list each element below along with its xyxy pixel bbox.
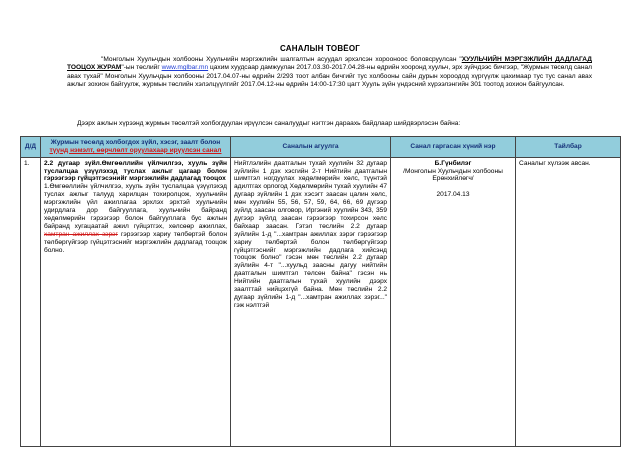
intro-text-mid: "-ын төслийг <box>121 64 162 72</box>
row-number: 1. <box>21 157 41 446</box>
table-header-row <box>21 137 621 158</box>
proposal-table <box>20 136 621 447</box>
table-row <box>21 157 621 446</box>
submitter-name: Б.Гүнбилэг <box>434 159 472 167</box>
header-clause-red: түүнд нэмэлт, өөрчлөлт оруулахаар ирүүлсэн санал <box>49 146 222 154</box>
submitter-date: 2017.04.13 <box>436 191 470 199</box>
clause-title: 2.2 дугаар зүйл.Өмгөөллийн үйлчилгээ, хууль зүйн туслалцаа үзүүлэхэд туслах ажлыг цагаар болон гэрээгээр гүйцэтгэсэнийг мэргэжлийн дадлагад тооцох <box>44 159 227 183</box>
header-submitter: Санал гаргасан хүний нэр <box>391 137 516 158</box>
website-link[interactable]: www.mglbar.mn <box>161 64 209 72</box>
intro-text-before: "Монголын Хуульчдын холбооны Хуульчийн мэргэжлийн шалгалтын асуудал эрхэлсэн хорооноос боловсруулсан " <box>101 56 462 63</box>
row-note: Саналыг хүлээж авсан. <box>516 157 621 446</box>
header-content: Саналын агуулга <box>231 137 391 158</box>
row-content: Нийтлэлийн даатгалын тухай хуулийн 32 дугаар зүйлийн 1 дэх хэсгийн 2-т Нийтийн даатгалын шимтгэл ногдуулах хөдөлмөрийн хөлс, түүнтэй адилтгах орлогод Хөдөлмөрийн тухай хуулийн 47 дугаар зүйлийн 1 дэх хэсэгт заасан цалин хөлс, мөн хуулийн 55, 56, 57, 59, 64, 66, 69 дүгээр зүйлд заасан олговор, Иргэний хуулийн 343, 359 дүгээр зүйлд заасан гэрээгээр тохирсон хөлс байхаар заасан. Гэтэл төслийн 2.2 дугаар зүйлийн 1-д "...хамтран ажиллах зэрэг гэрээгээр хариу төлбөртэй болон төлбөргүйгээр гүйцэтгэснийг мэргэжлийн дадлага хийсэнд тооцож болно" гэсэн мөн төслийн 2.2 дугаар зүйлийн 4-т "...хуульд заасны дагуу нийтийн даатгалын шимтгэл төлсөн байна" гэсэн нь Нийтийн даатгалын тухай хуулийн дээрх заалттай нийцэхгүй байна. Мөн төслийн 2.2 дугаар зүйлийн 1-д "...хамтран ажиллах зэрэг..." гэж нэлтгэй <box>231 157 391 446</box>
regulation-name: ХУУЛЬЧИЙН МЭРГЭЖЛИЙН ДАДЛАГАД ТООЦОХ ЖУРАМ <box>67 56 592 72</box>
header-clause: Журмын төсөлд холбогдох зүйл, хэсэг, заалт болон түүнд нэмэлт, өөрчлөлт оруулахаар ирүүлсэн санал <box>41 137 231 158</box>
document-title: САНАЛЫН ТОВЁОГ <box>279 44 361 53</box>
header-note: Тайлбар <box>516 137 621 158</box>
clause-body: 1.Өмгөөллийн үйлчилгээ, хууль зүйн туслалцаа үзүүлэхэд туслах ажлыг талууд харилцан тохиролцож, хуульчийн мэргэжлийн үйл ажиллагаа эрхлэх эрхтэй хуульчийн удирдлага дор байгууллага, хуульчийн байранд хөдөлмөрийн гэрээгээр болон байгууллага бус ажлын байранд хугацаатай ажил гүйцэтгэх, хөлсөөр ажиллах, хамтран ажиллах зэрэг гэрээгээр хариу төлбөртэй болон төлбөргүйгээр гүйцэтгэснийг мэргэжлийн дадлагад тооцож болно. <box>44 183 227 254</box>
table-lead-text: Дээрх ажлын хүрээнд журмын төсөлтэй холбогдуулан ирүүлсэн саналуудыг нэгтгэн дараахь байдлаар шийдвэрлэсэн байна: <box>77 120 461 127</box>
row-submitter <box>391 157 516 446</box>
intro-paragraph <box>67 56 592 89</box>
intro-text-after: цахим хуудсаар дамжуулан 2017.03.30-2017.04.28-ны өдрийн хооронд хуульч, эрх зүйчдээс бичгээр, "Журмын төсөлд санал авах тухай" Монголын Хуульчдын холбооны 2017.04.07-ны өдрийн 2/293 тоот албан бичгийг тус холбооны сайн дурын хороодод хүргүүлж цахимаар тус тус санал авах ажлыг зохион байгуулж, журмын төслийн хэлэлцүүлгийг 2017.04.12-ны өдрийн 14:00-17:30 цагт Хууль зүйн үндэсний хүрээлэнгийн 301 тоотод зохион байгуулсан. <box>67 64 593 88</box>
header-number: Д/Д <box>21 137 41 158</box>
row-clause <box>41 157 231 446</box>
clause-struck-text: хамтран ажиллах зэрэг <box>44 230 118 238</box>
submitter-org: /Монголын Хуульчдын холбооны Ерөнхийлөгч/ <box>403 167 503 183</box>
